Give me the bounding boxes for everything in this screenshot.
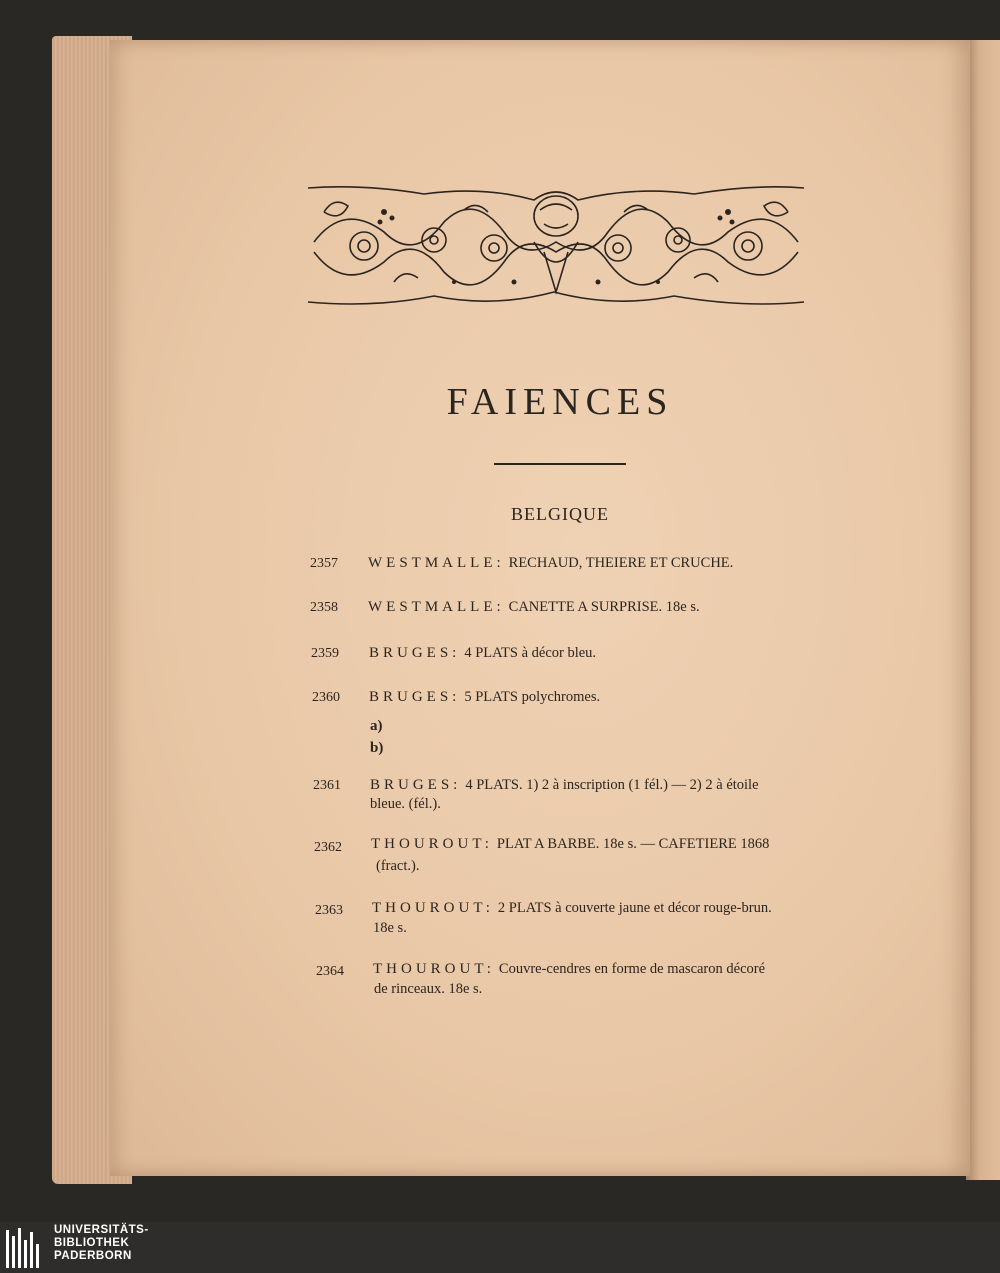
- catalogue-entry: [313, 776, 833, 820]
- sub-item-a: a): [370, 718, 383, 734]
- entry-number: 2362: [314, 840, 342, 855]
- entry-number: 2358: [310, 600, 338, 615]
- entry-place: BRUGES:: [369, 645, 461, 661]
- catalogue-entry: [316, 960, 836, 1004]
- catalogue-entry: [312, 688, 832, 718]
- entry-description: PLAT A BARBE. 18e s. — CAFETIERE 1868: [496, 836, 770, 852]
- entry-place: BRUGES:: [369, 689, 461, 705]
- library-name-line1: UNIVERSITÄTS-: [54, 1224, 149, 1236]
- catalogue-entry: [310, 598, 830, 628]
- entry-description-continued: (fract.).: [376, 858, 420, 874]
- library-name: [54, 1224, 149, 1263]
- entry-description: RECHAUD, THEIERE ET CRUCHE.: [508, 555, 734, 571]
- ornament-headpiece: [304, 182, 808, 310]
- entry-description-continued: de rinceaux. 18e s.: [374, 981, 483, 997]
- catalogue-entry: [311, 644, 831, 674]
- catalogue-entry: [310, 554, 830, 584]
- entry-description: 5 PLATS polychromes.: [464, 689, 601, 705]
- library-footer-bar: [0, 1222, 1000, 1273]
- library-logo-icon: [6, 1226, 46, 1270]
- entry-description: 2 PLATS à couverte jaune et décor rouge-brun.: [497, 900, 772, 916]
- next-page-edge: [966, 40, 1000, 1180]
- entry-description: Couvre-cendres en forme de mascaron décoré: [498, 961, 766, 977]
- catalogue-entry: [314, 835, 834, 879]
- entry-number: 2359: [311, 646, 339, 661]
- entry-number: 2361: [313, 778, 341, 793]
- sub-item-b: b): [370, 740, 384, 756]
- section-heading: BELGIQUE: [511, 504, 609, 524]
- catalogue-entry: [315, 899, 835, 943]
- entry-description: 4 PLATS. 1) 2 à inscription (1 fél.) — 2) 2 à étoile: [465, 777, 759, 793]
- library-name-line3: PADERBORN: [54, 1250, 132, 1262]
- entry-description: CANETTE A SURPRISE. 18e s.: [508, 599, 700, 615]
- entry-description: 4 PLATS à décor bleu.: [464, 645, 597, 661]
- page-title: [0, 380, 1000, 424]
- library-name-line2: BIBLIOTHEK: [54, 1237, 130, 1249]
- entry-description-continued: bleue. (fél.).: [370, 796, 441, 812]
- entry-place: THOUROUT:: [371, 836, 493, 852]
- entry-number: 2364: [316, 964, 344, 979]
- title-text: FAIENCES: [446, 381, 674, 423]
- entry-place: WESTMALLE:: [368, 555, 505, 571]
- entry-place: WESTMALLE:: [368, 599, 505, 615]
- entry-number: 2360: [312, 690, 340, 705]
- entry-place: THOUROUT:: [372, 900, 494, 916]
- entry-place: BRUGES:: [370, 777, 462, 793]
- entry-number: 2357: [310, 556, 338, 571]
- entry-description-continued: 18e s.: [373, 920, 407, 936]
- entry-number: 2363: [315, 903, 343, 918]
- title-rule: [494, 463, 626, 465]
- entry-place: THOUROUT:: [373, 961, 495, 977]
